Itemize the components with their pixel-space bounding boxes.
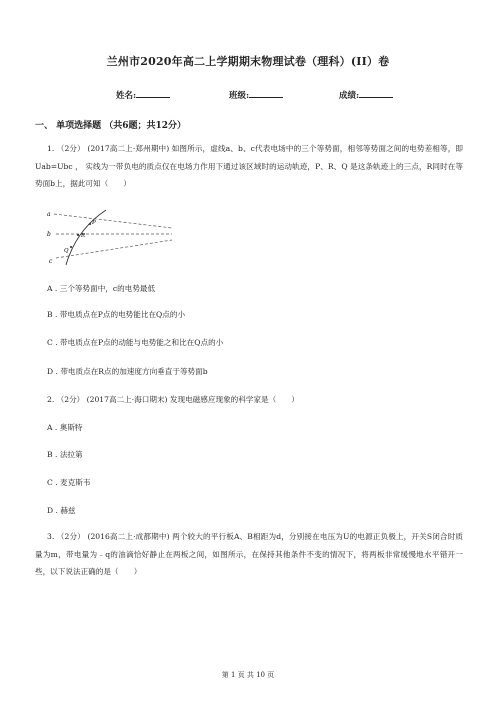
class-blank[interactable] xyxy=(249,88,283,98)
question-3-text: 3. （2分） (2016高二上·成都期中) 两个较大的平行板A、B相距为d，分别接在电压为U的电源正负极上，开关S闭合时质量为m，带电量为﹣q的油滴恰好静止在两板之间，如图所示，在保持其他条件不变的情况下，将两板非常缓慢地水平错开一些，以下说法正确的是（ ） xyxy=(35,532,463,576)
trajectory-curve xyxy=(66,210,106,265)
q2-option-b[interactable]: B . 法拉第 xyxy=(47,450,83,459)
page-footer: 第 1 页 共 10 页 xyxy=(221,671,275,679)
question-2-text: 2. （2分） (2017高二上·海口期末) 发现电磁感应现象的科学家是（ ） xyxy=(47,395,300,404)
document-title: 兰州市2020年高二上学期期末物理试卷（理科）(II）卷 xyxy=(106,55,390,68)
point-q-dot xyxy=(70,246,72,248)
class-field xyxy=(229,88,283,101)
score-label: 成绩: xyxy=(339,91,360,101)
name-field xyxy=(116,88,170,101)
label-p: P xyxy=(92,220,96,226)
label-q: Q xyxy=(64,248,69,254)
q2-option-a[interactable]: A . 奥斯特 xyxy=(47,423,83,432)
name-label: 姓名: xyxy=(116,91,137,101)
label-a: a xyxy=(47,211,51,218)
name-blank[interactable] xyxy=(136,88,170,98)
label-r: R xyxy=(81,233,86,239)
q1-option-c[interactable]: C . 带电质点在P点的动能与电势能之和比在Q点的小 xyxy=(47,338,224,347)
score-field xyxy=(339,88,393,101)
label-b: b xyxy=(47,231,51,238)
label-c: c xyxy=(49,258,53,265)
q1-option-d[interactable]: D . 带电质点在R点的加速度方向垂直于等势面b xyxy=(47,367,208,376)
q2-option-c[interactable]: C . 麦克斯韦 xyxy=(47,478,91,487)
point-r-dot xyxy=(77,234,79,236)
section-heading: 一、 单项选择题 （共6题；共12分） xyxy=(35,121,187,131)
equipotential-line-a xyxy=(54,214,172,228)
score-blank[interactable] xyxy=(359,88,393,98)
equipotential-line-c xyxy=(56,240,172,258)
question-1-figure xyxy=(44,208,174,266)
q1-option-a[interactable]: A . 三个等势面中，c的电势最低 xyxy=(47,284,156,293)
q1-option-b[interactable]: B . 带电质点在P点的电势能比在Q点的小 xyxy=(47,310,186,319)
question-1-text: 1. （2分） (2017高二上·郑州期中) 如图所示，虚线a、b、c代表电场中的三个等势面，相邻等势面之间的电势差相等，即 Uab=Ubc ， 实线为一带负电的质点仅在电场力作用下通过该区域时的运动轨迹，P、R、Q 是这条轨迹上的三点，R同时在等势面b上，据此可知（ ） xyxy=(35,144,463,188)
class-label: 班级: xyxy=(229,91,250,101)
q2-option-d[interactable]: D . 赫兹 xyxy=(47,506,76,515)
point-p-dot xyxy=(89,223,91,225)
